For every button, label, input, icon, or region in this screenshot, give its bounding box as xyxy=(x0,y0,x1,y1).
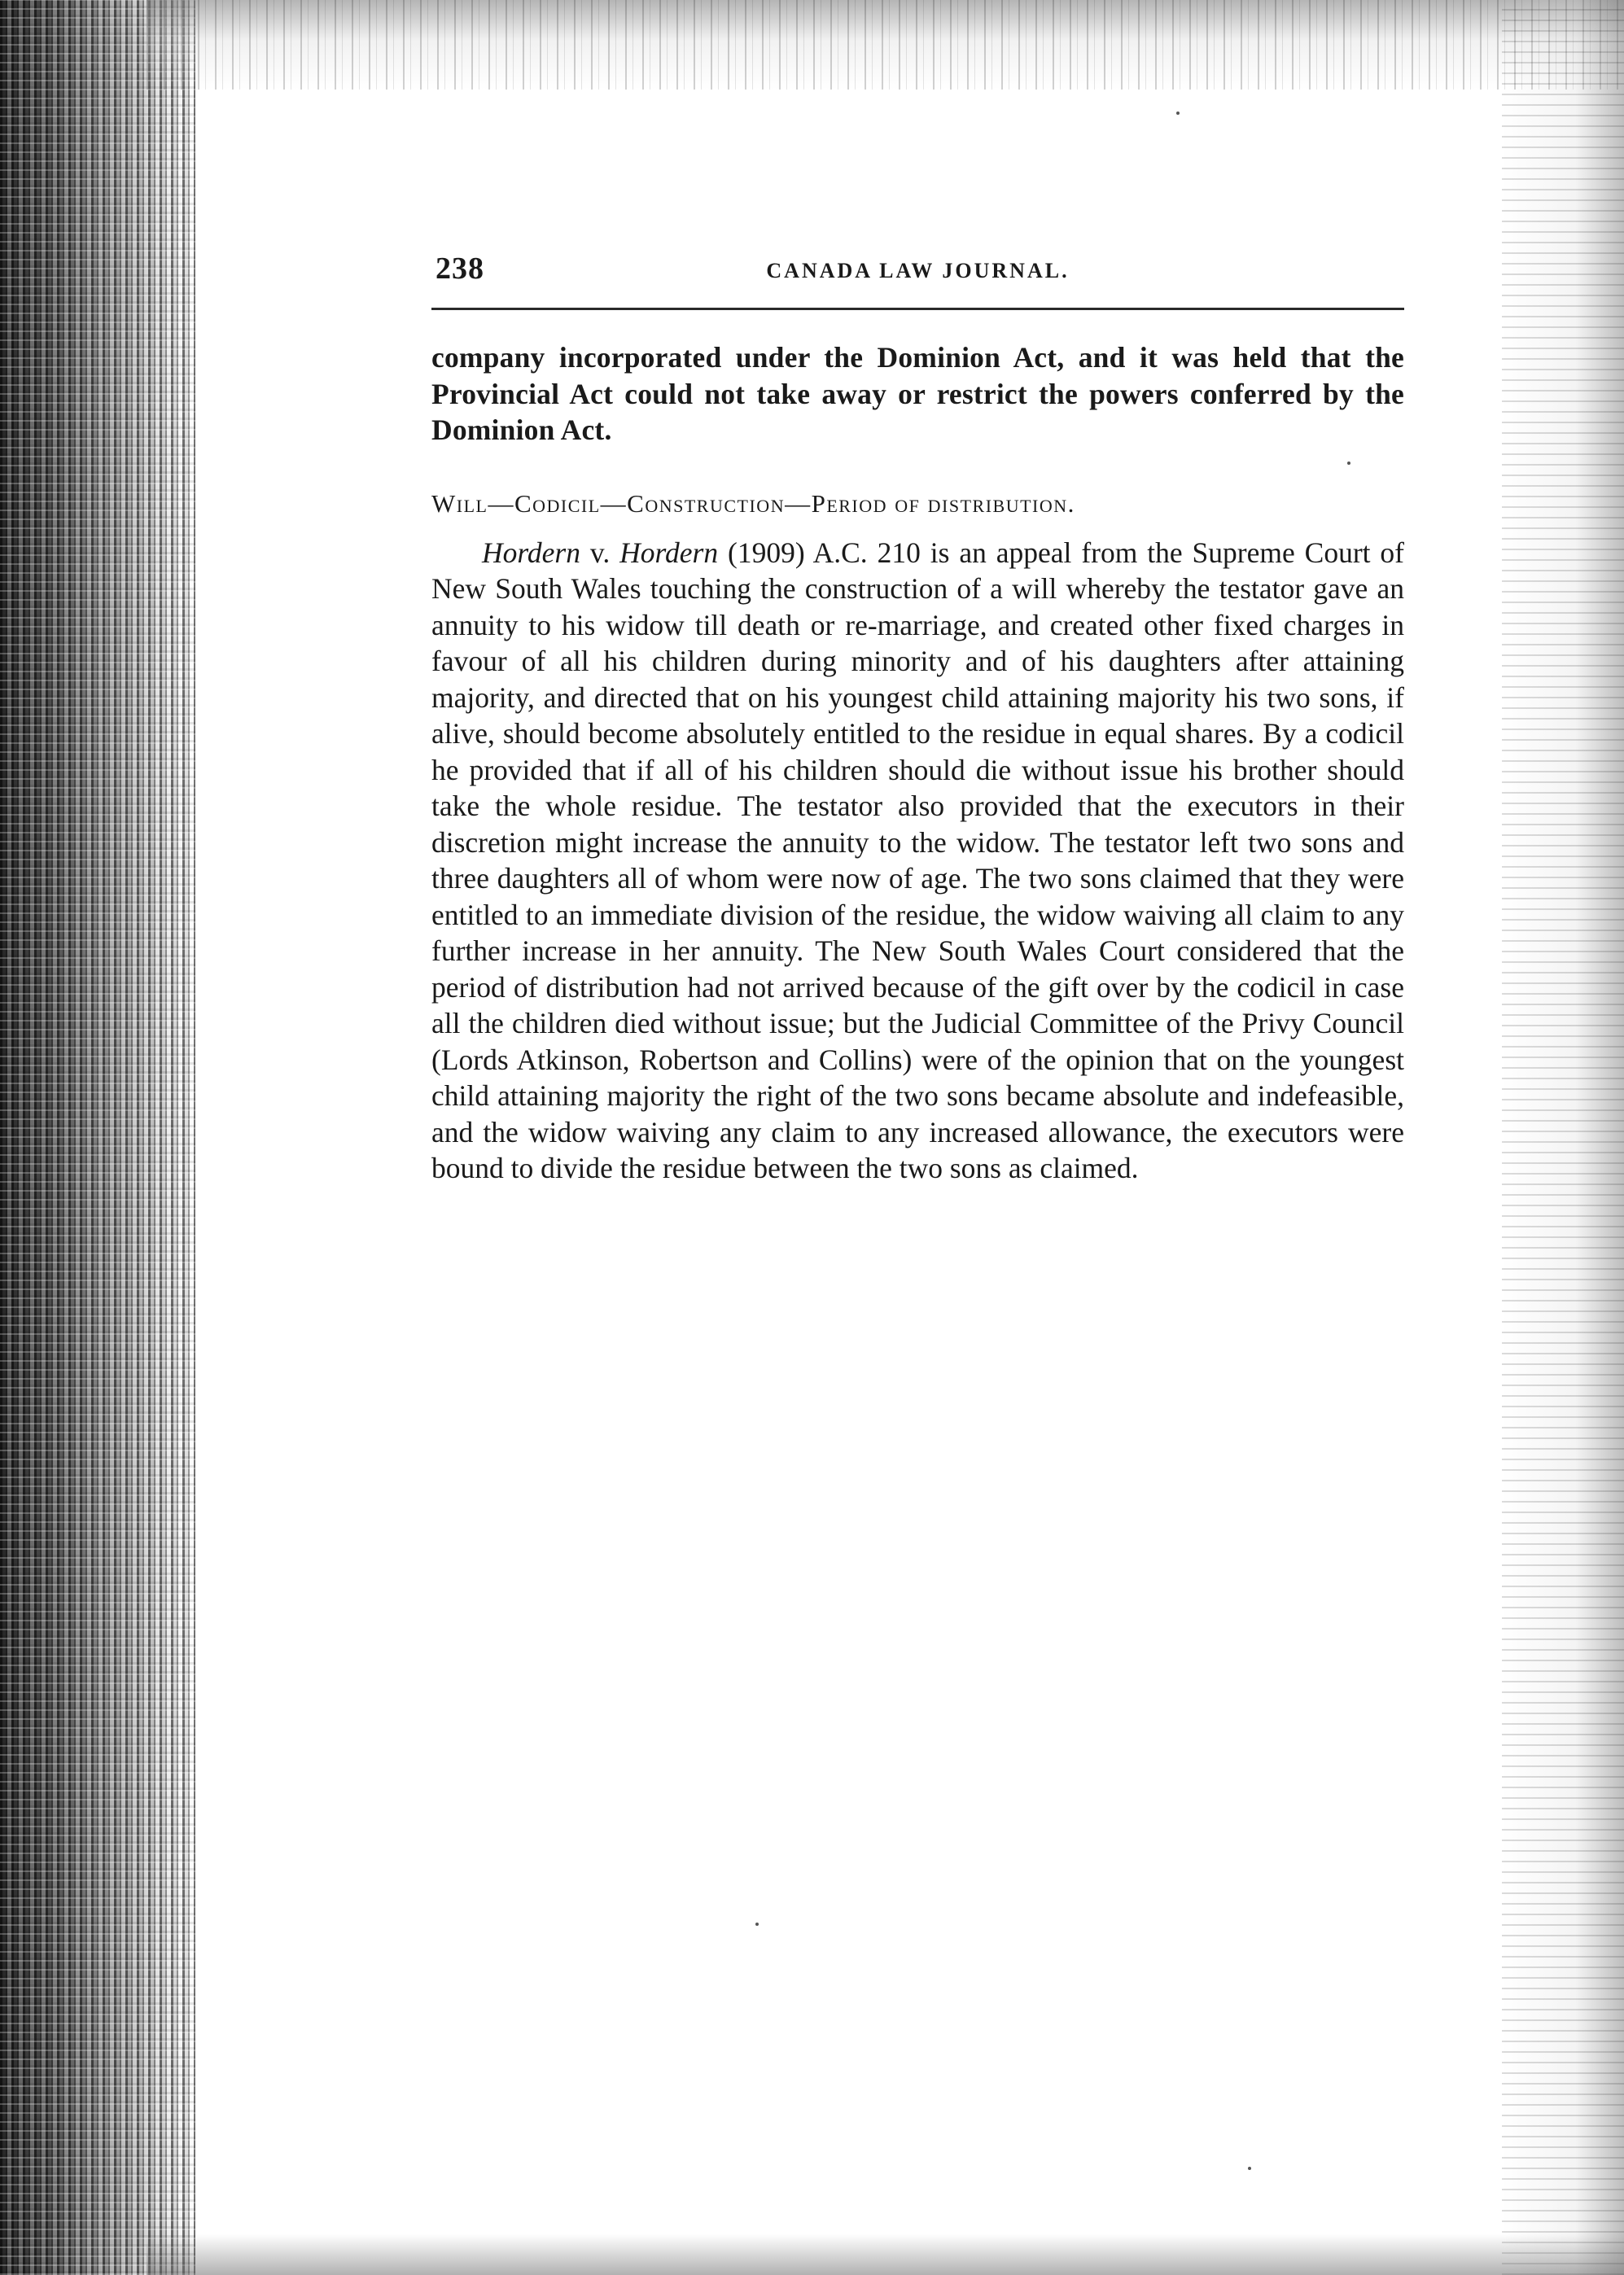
scan-speck xyxy=(1176,112,1180,115)
scan-shadow-right xyxy=(1502,0,1624,2275)
case-name-plaintiff: Hordern xyxy=(482,536,580,569)
continuation-paragraph: company incorporated under the Dominion Act, and it was held that the Provincial Act could not take away or restrict the powers conferred by the Dominion Act. xyxy=(431,341,1404,446)
case-paragraph xyxy=(431,535,1404,1187)
case-versus: v. xyxy=(580,536,620,569)
journal-page xyxy=(431,244,1404,1187)
scan-shadow-top xyxy=(147,0,1624,90)
case-name-defendant: Hordern xyxy=(619,536,719,569)
scan-shadow-bottom xyxy=(147,2234,1624,2275)
scan-speck xyxy=(755,1923,759,1926)
scan-speck xyxy=(1248,2167,1251,2170)
case-body: (1909) A.C. 210 is an appeal from the Supreme Court of New South Wales touching the construction of a will whereby the testator gave an annuity to his widow till death or re-marriage, and created other fixed charges in favour of all his children during minority and of his daughters after attaining majority, and directed that on his youngest child attaining majority his two sons, if alive, should become absolutely entitled to the residue in equal shares. By a codicil he provided that if all of his children should die without issue his brother should take the whole residue. The testator also provided that the executors in their discretion might increase the annuity to the widow. The testator left two sons and three daughters all of whom were now of age. The two sons claimed that they were entitled to an immediate division of the residue, the widow waiving all claim to any further increase in her annuity. The New South Wales Court considered that the period of distribution had not arrived because of the gift over by the codicil in case all the children died without issue; but the Judicial Committee of the Privy Council (Lords Atkinson, Robertson and Collins) were of the opinion that on the youngest child attaining majority the right of the two sons became absolute and indefeasible, and the widow waiving any claim to any increased allowance, the executors were bound to divide the residue between the two sons as claimed. xyxy=(431,536,1404,1184)
running-title: CANADA LAW JOURNAL. xyxy=(766,259,1070,282)
running-head xyxy=(431,244,1404,309)
page-number: 238 xyxy=(436,252,484,286)
header-rule xyxy=(431,308,1404,310)
scan-speck xyxy=(1347,462,1350,465)
section-heading: Will—Codicil—Construction—Period of distribution. xyxy=(431,488,1075,518)
scan-shadow-left xyxy=(0,0,195,2275)
